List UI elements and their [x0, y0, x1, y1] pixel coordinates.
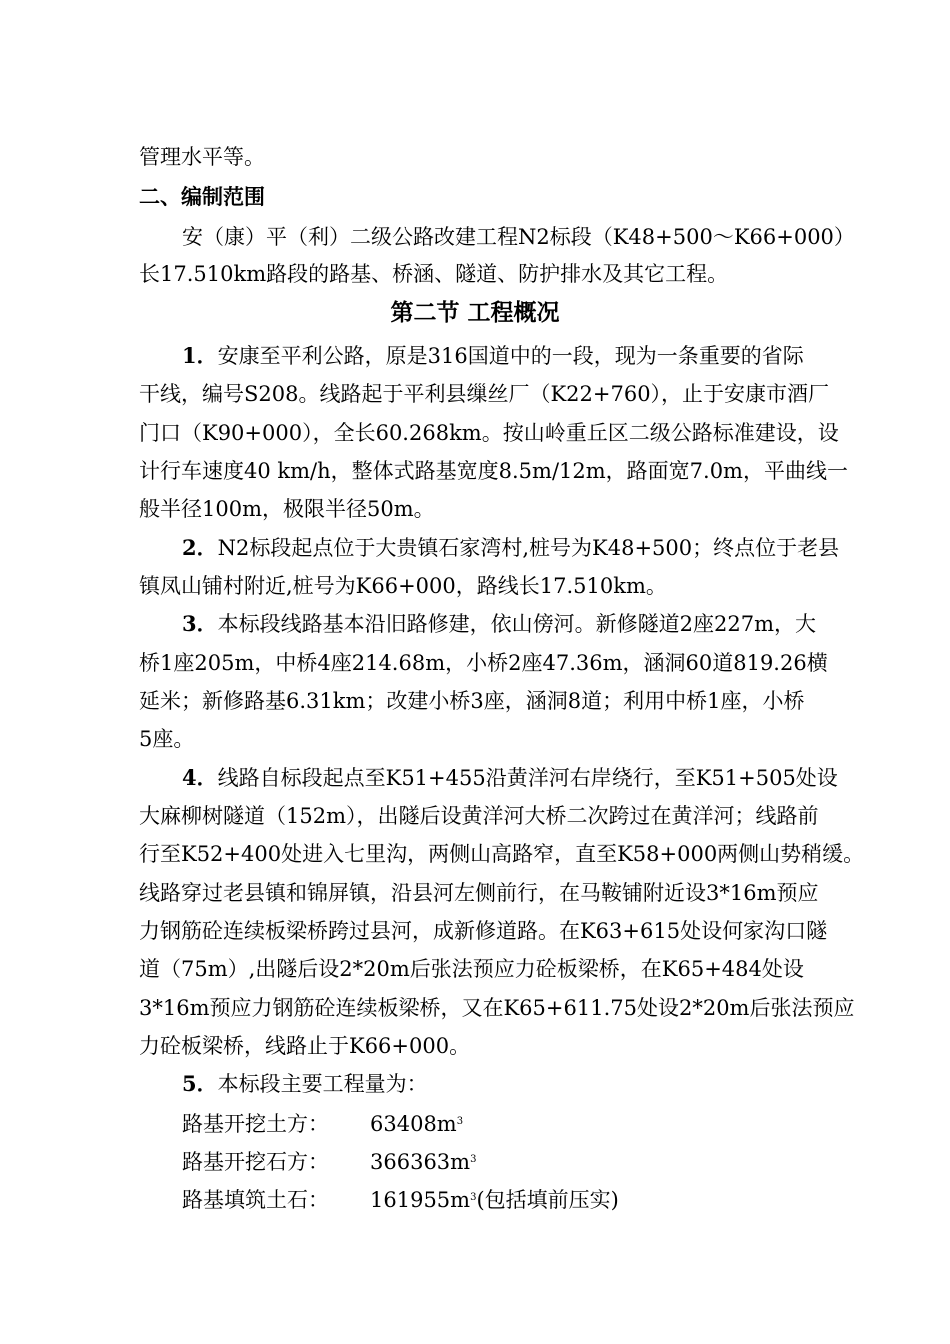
paragraph-3-line [182, 609, 902, 639]
unit-superscript: 3 [456, 1116, 464, 1127]
paragraph-5-line [182, 1069, 902, 1099]
text-line: 5座。 [139, 727, 195, 751]
text-line: 安（康）平（利）二级公路改建工程N2标段（K48+500～K66+000） [182, 225, 855, 249]
quantity-value: 63408m [370, 1112, 457, 1136]
quantity-label: 路基开挖土方： [182, 1112, 329, 1136]
text-line: 镇凤山铺村附近,桩号为K66+000，路线长17.510km。 [139, 574, 667, 598]
unit-superscript: 3 [470, 1192, 477, 1203]
text-line: 延米；新修路基6.31km；改建小桥3座，涵洞8道；利用中桥1座，小桥 [139, 689, 805, 713]
text-span: 线路自标段起点至K51+455沿黄洋河右岸绕行，至K51+505处设 [217, 766, 838, 790]
text-span: 本标段线路基本沿旧路修建，依山傍河。新修隧道2座227m，大 [217, 612, 816, 636]
quantity-value: 366363m [370, 1150, 471, 1174]
text-line: 力砼板梁桥，线路止于K66+000。 [139, 1034, 471, 1058]
text-line: 桥1座205m，中桥4座214.68m，小桥2座47.36m，涵洞60道819.26横 [139, 651, 828, 675]
section-title: 第二节 工程概况 [390, 300, 560, 326]
text-line: 管理水平等。 [139, 145, 265, 169]
text-span: 本标段主要工程量为： [217, 1072, 428, 1096]
unit-superscript: 3 [470, 1154, 477, 1165]
item-number: 1． [182, 343, 218, 368]
quantity-label: 路基开挖石方： [182, 1150, 329, 1174]
text-line: 线路穿过老县镇和锦屏镇，沿县河左侧前行，在马鞍铺附近设3*16m预应 [139, 881, 819, 905]
text-line: 行至K52+400处进入七里沟，两侧山高路窄，直至K58+000两侧山势稍缓。 [139, 842, 865, 866]
quantity-note: (包括填前压实) [476, 1188, 619, 1212]
item-number: 2． [182, 535, 218, 560]
quantity-label: 路基填筑土石： [182, 1188, 329, 1212]
quantity-row [182, 1185, 902, 1215]
section-heading: 二、编制范围 [139, 185, 265, 209]
text-line: 门口（K90+000），全长60.268km。按山岭重丘区二级公路标准建设，设 [139, 421, 839, 445]
text-line: 大麻柳树隧道（152m），出隧后设黄洋河大桥二次跨过在黄洋河；线路前 [139, 804, 819, 828]
text-line: 力钢筋砼连续板梁桥跨过县河，成新修道路。在K63+615处设何家沟口隧 [139, 919, 828, 943]
paragraph-1-line [182, 341, 902, 371]
quantity-row [182, 1147, 902, 1177]
text-line: 般半径100m，极限半径50m。 [139, 497, 435, 521]
text-span: 安康至平利公路，原是316国道中的一段，现为一条重要的省际 [217, 344, 804, 368]
text-line: 3*16m预应力钢筋砼连续板梁桥，又在K65+611.75处设2*20m后张法预应 [139, 996, 855, 1020]
text-line: 道（75m）,出隧后设2*20m后张法预应力砼板梁桥，在K65+484处设 [139, 957, 804, 981]
item-number: 3． [182, 611, 218, 636]
paragraph-2-line [182, 533, 902, 563]
quantity-value: 161955m [370, 1188, 471, 1212]
item-number: 5． [182, 1071, 218, 1096]
quantity-row [182, 1109, 902, 1139]
item-number: 4． [182, 765, 218, 790]
text-line: 计行车速度40 km/h，整体式路基宽度8.5m/12m，路面宽7.0m，平曲线一 [139, 459, 848, 483]
text-span: N2标段起点位于大贵镇石家湾村,桩号为K48+500；终点位于老县 [217, 536, 840, 560]
paragraph-4-line [182, 763, 902, 793]
text-line: 长17.510km路段的路基、桥涵、隧道、防护排水及其它工程。 [139, 262, 729, 286]
text-line: 干线，编号S208。线路起于平利县缫丝厂（K22+760），止于安康市酒厂 [139, 382, 830, 406]
